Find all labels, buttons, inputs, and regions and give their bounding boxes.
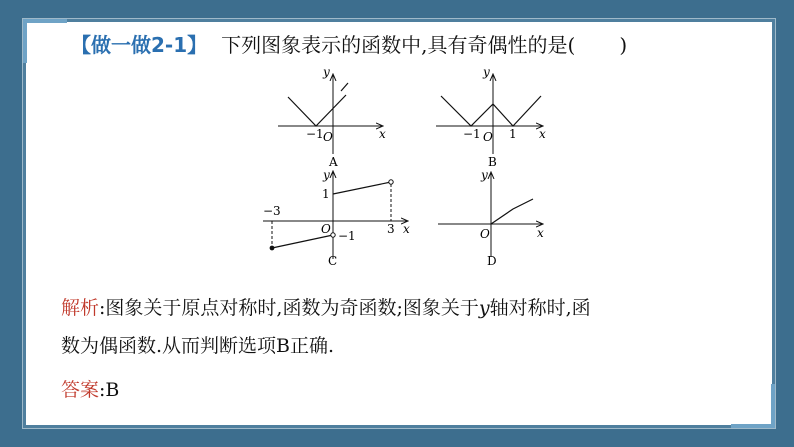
graph-b-curve: [441, 96, 541, 126]
graph-a-y-label: y: [323, 65, 330, 79]
graph-b-tick-1: 1: [509, 127, 517, 141]
graph-c-x-label: x: [403, 222, 410, 236]
graph-c-y-label: y: [323, 168, 330, 182]
graph-a-origin: O: [323, 130, 333, 144]
analysis-label: 解析: [61, 297, 100, 319]
graph-a-curve: [288, 95, 346, 126]
graph-c: [263, 168, 410, 268]
graph-b-origin: O: [483, 130, 493, 144]
analysis-text-1: :图象关于原点对称时,函数为奇函数;图象关于: [99, 297, 479, 319]
graph-d-x-label: x: [537, 226, 544, 240]
graph-c-tick-neg1: −1: [338, 229, 356, 243]
graph-d: [438, 168, 544, 268]
analysis-y-variable: y: [478, 297, 490, 319]
graph-b-tick-neg1: −1: [463, 127, 481, 141]
graph-c-lower-segment: [272, 235, 333, 248]
analysis-text-2: 轴对称时,函: [489, 297, 591, 319]
analysis-paragraph: [61, 289, 741, 365]
graph-a: [278, 65, 386, 169]
answer-label: 答案: [61, 379, 100, 401]
graph-d-label: D: [487, 254, 497, 268]
answer-value: :B: [99, 379, 120, 401]
graph-d-y-label: y: [481, 168, 488, 182]
graph-c-origin: O: [321, 222, 331, 236]
answer-line: [61, 375, 119, 402]
graph-d-origin: O: [480, 227, 490, 241]
graph-b-x-label: x: [539, 127, 546, 141]
question-text: 下列图象表示的函数中,具有奇偶性的是(: [221, 33, 576, 57]
graphs-figure: [23, 19, 775, 279]
slide: [22, 18, 776, 429]
graph-b: [436, 65, 546, 169]
question-close-paren: ): [619, 33, 628, 57]
graph-d-curve: [491, 199, 533, 224]
graph-b-y-label: y: [483, 65, 490, 79]
graph-b-label: B: [488, 155, 497, 169]
corner-decoration-bottom-right: [731, 384, 775, 428]
analysis-text-3: 数为偶函数.从而判断选项B正确.: [61, 335, 335, 357]
graph-c-tick-3: 3: [387, 222, 395, 236]
graph-a-label: A: [329, 155, 338, 169]
graph-c-tick-1: 1: [322, 187, 330, 201]
exercise-tag: 【做一做2-1】: [71, 33, 208, 57]
graph-c-tick-neg3: −3: [263, 204, 281, 218]
graph-a-x-label: x: [379, 127, 386, 141]
graph-c-label: C: [328, 254, 338, 268]
graph-a-tick-neg1: −1: [306, 127, 324, 141]
graph-c-upper-segment: [333, 182, 391, 194]
